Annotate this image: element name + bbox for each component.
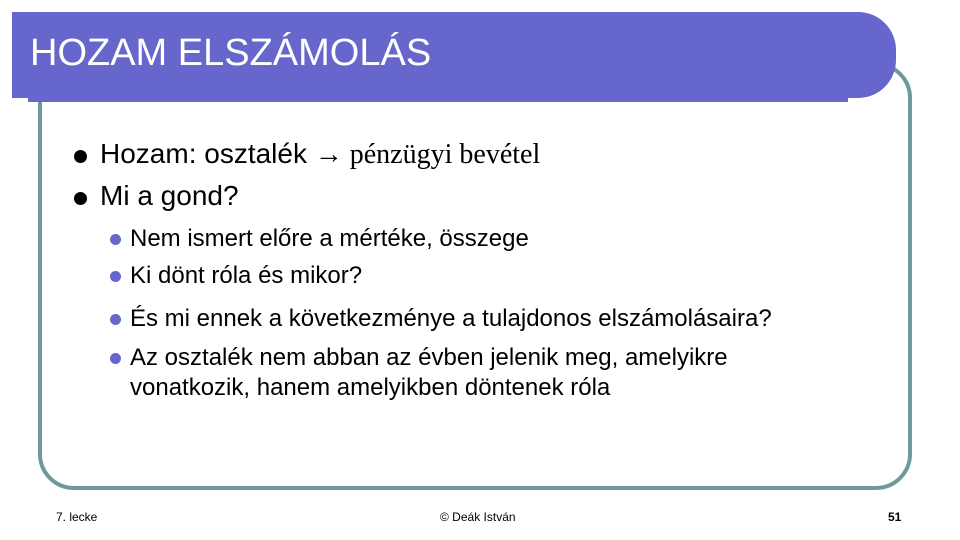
sub-bullet-text-line1: Az osztalék nem abban az évben jelenik meg, amelyikre: [130, 344, 728, 371]
bullet-dot-icon: [74, 192, 87, 205]
sub-bullet-text: És mi ennek a következménye a tulajdonos elszámolásaira?: [130, 305, 772, 332]
bullet-text-serif: → pénzügyi bevétel: [314, 139, 541, 170]
page-number: 51: [888, 510, 902, 524]
bullet-text-sans: Hozam: osztalék: [100, 138, 315, 169]
sub-bullet-text-line2: vonatkozik, hanem amelyikben döntenek róla: [130, 374, 611, 401]
bullet-text: Mi a gond?: [100, 180, 239, 211]
footer-author: © Deák István: [440, 510, 516, 524]
sub-bullet-dot-icon: [110, 271, 121, 282]
sub-bullet-dot-icon: [110, 314, 121, 325]
bullet-dot-icon: [74, 150, 87, 163]
sub-bullet-item: [110, 343, 890, 403]
sub-bullet-text: Ki dönt róla és mikor?: [130, 262, 363, 289]
footer-lesson: 7. lecke: [56, 510, 98, 524]
sub-bullet-item: [110, 224, 890, 254]
sub-bullet-text: Nem ismert előre a mértéke, összege: [130, 225, 529, 252]
sub-bullet-item: [110, 304, 890, 334]
sub-bullet-item: [110, 261, 890, 291]
sub-bullet-dot-icon: [110, 353, 121, 364]
title-underline: [28, 98, 848, 102]
slide-title: HOZAM ELSZÁMOLÁS: [30, 32, 432, 74]
sub-bullet-dot-icon: [110, 234, 121, 245]
bullet-text: [100, 138, 540, 171]
